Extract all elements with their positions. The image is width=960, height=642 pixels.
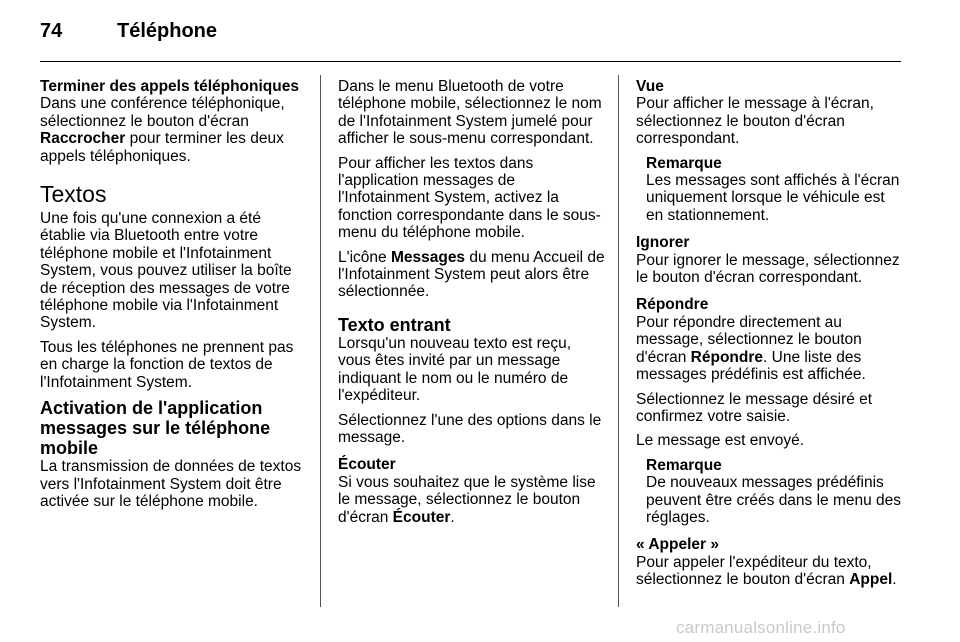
paragraph: Pour appeler l'expéditeur du texto, sélectionnez le bouton d'écran Appel. [636,553,897,589]
column-3 [636,78,906,596]
subheading-repondre: Répondre [636,296,709,314]
column-1 [40,78,308,517]
paragraph: Sélectionnez l'une des options dans le message. [338,411,602,446]
subheading-ecouter: Écouter [338,456,396,474]
column-divider [320,75,321,607]
paragraph: Dans le menu Bluetooth de votre téléphone mobile, sélectionnez le nom de l'Infotainment System jumelé pour afficher le sous-menu correspondant. [338,78,602,148]
note-box [646,155,906,225]
header-rule [40,61,901,62]
paragraph: Pour afficher les textos dans l'application messages de l'Infotainment System, activez la fonction correspondante dans le sous-menu du téléphone mobile. [338,154,601,242]
page-number: 74 [40,20,63,42]
paragraph: Lorsqu'un nouveau texto est reçu, vous êtes invité par un message indiquant le nom ou le numéro de l'expéditeur. [338,334,572,405]
paragraph: Sélectionnez le message désiré et confirmez votre saisie. [636,390,873,425]
note-label: Remarque [646,154,722,172]
paragraph: Dans une conférence téléphonique, sélectionnez le bouton d'écran Raccrocher pour terminer les deux appels téléphoniques. [40,95,285,165]
heading-activation: Activation de l'application messages sur le téléphone mobile [40,398,271,459]
subheading-appeler: « Appeler » [636,536,719,554]
note-label: Remarque [646,456,722,474]
column-2 [338,78,606,533]
section-title-end-calls: Terminer des appels téléphoniques [40,78,299,95]
note-text: Les messages sont affichés à l'écran uniquement lorsque le véhicule est en stationnement. [646,172,900,224]
page-header [0,0,960,62]
column-divider [618,75,619,607]
heading-textos: Textos [40,181,107,208]
paragraph: Le message est envoyé. [636,432,805,450]
note-box [646,457,906,527]
paragraph: Pour ignorer le message, sélectionnez le bouton d'écran correspondant. [636,251,900,287]
heading-texto-entrant: Texto entrant [338,314,451,335]
paragraph: Une fois qu'une connexion a été établie via Bluetooth entre votre téléphone mobile et l'Infotainment System, vous pouvez utiliser la boîte de réception des messages de votre téléphone mobile via l'Infotainment System. [40,210,292,332]
page-title: Téléphone [117,20,218,42]
paragraph: La transmission de données de textos vers l'Infotainment System doit être activée sur le téléphone mobile. [40,458,302,510]
paragraph: Si vous souhaitez que le système lise le message, sélectionnez le bouton d'écran Écouter. [338,473,596,526]
ui-term: Répondre [690,348,764,366]
ui-term: Écouter [392,508,451,526]
note-text: De nouveaux messages prédéfinis peuvent être créés dans le menu des réglages. [646,474,902,526]
ui-term: Appel [849,571,893,589]
ui-term: Messages [390,248,466,266]
paragraph: Tous les téléphones ne prennent pas en charge la fonction de textos de l'Infotainment System. [40,338,294,391]
paragraph: Pour afficher le message à l'écran, sélectionnez le bouton d'écran correspondant. [636,95,874,148]
subheading-vue: Vue [636,78,664,95]
paragraph: L'icône Messages du menu Accueil de l'Infotainment System peut alors être sélectionnée. [338,248,605,301]
watermark: carmanualsonline.info [676,618,846,637]
ui-term: Raccrocher [40,130,126,148]
paragraph: Pour répondre directement au message, sélectionnez le bouton d'écran Répondre. Une liste des messages prédéfinis est affichée. [636,313,866,384]
subheading-ignorer: Ignorer [636,234,690,252]
